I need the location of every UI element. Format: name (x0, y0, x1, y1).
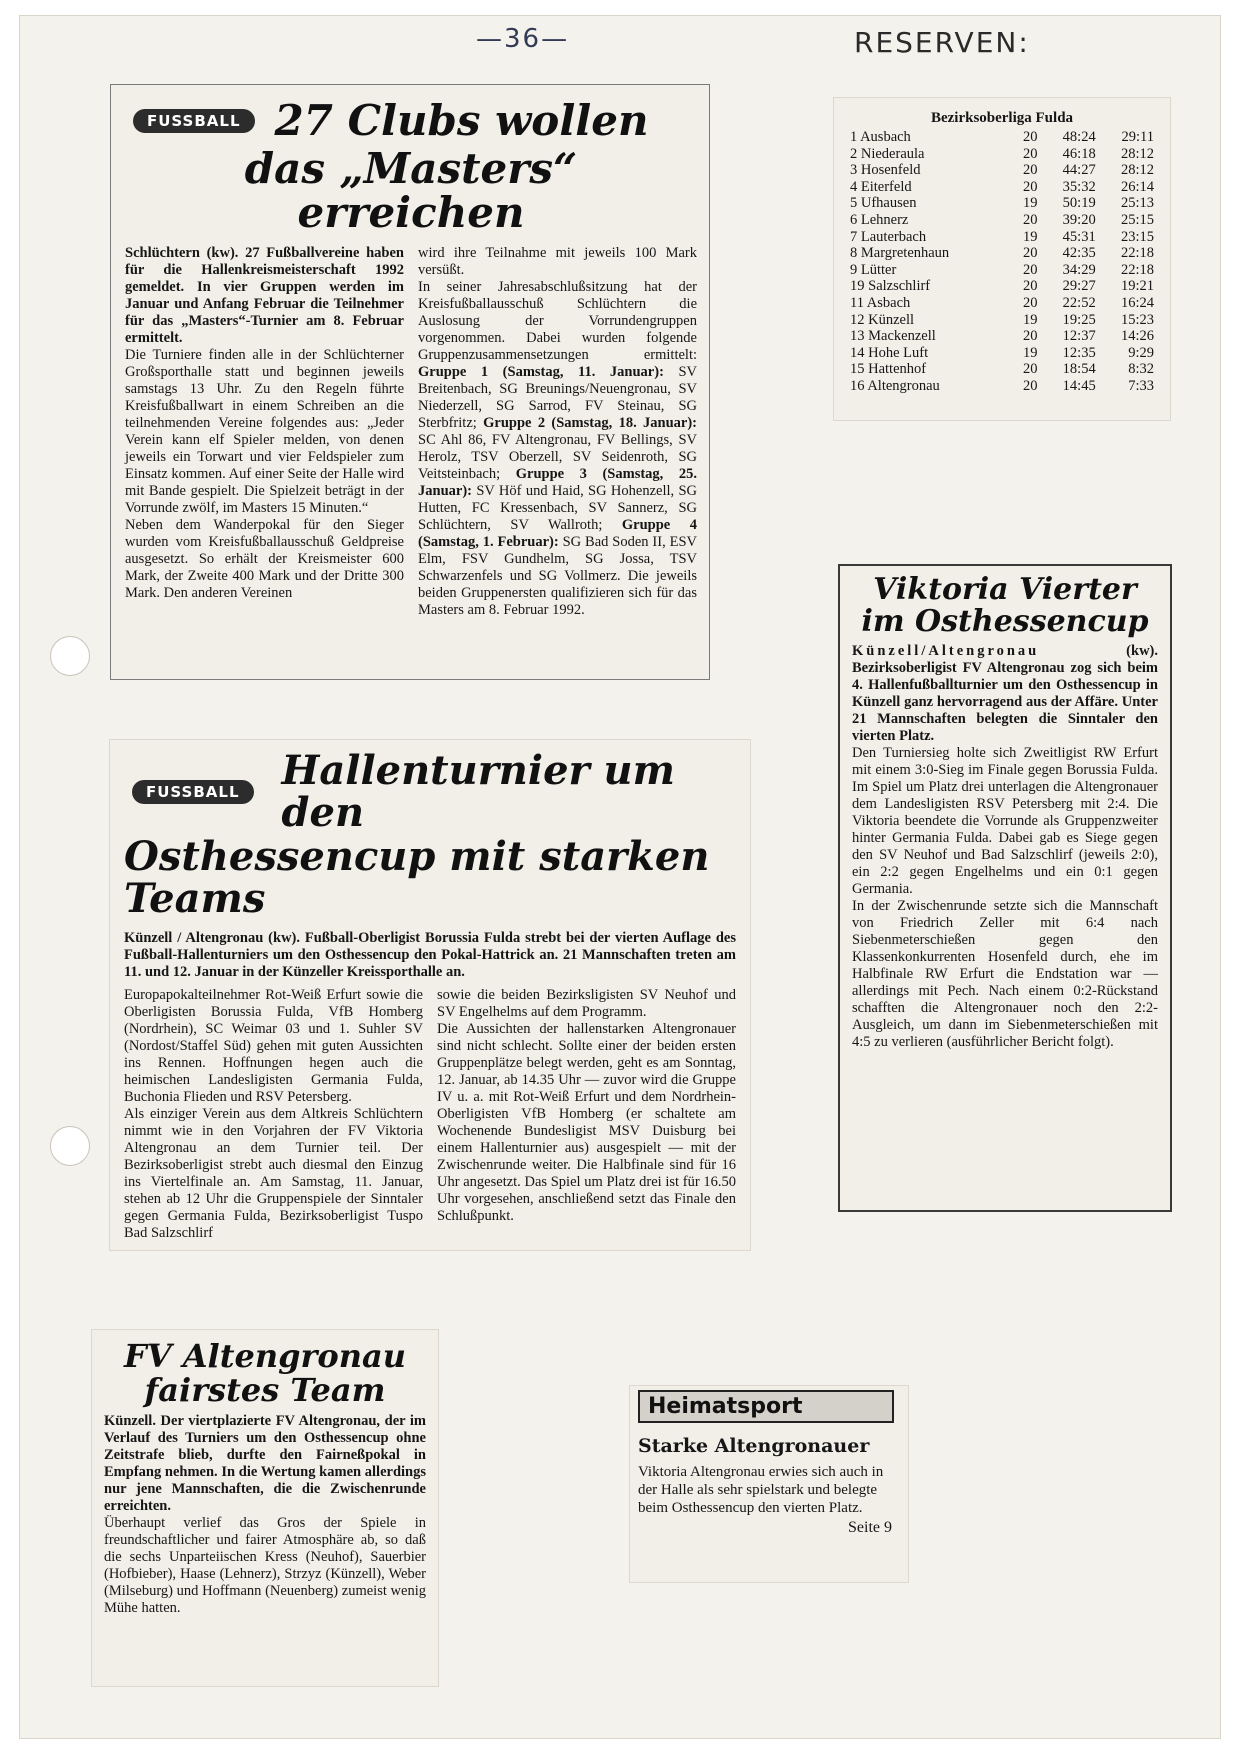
points-cell: 25:13 (1120, 195, 1154, 212)
team-cell: 19 Salzschlirf (850, 278, 931, 295)
punch-hole-bottom (50, 1126, 90, 1166)
points-cell: 9:29 (1128, 344, 1154, 361)
article-paragraph: Überhaupt verlief das Gros der Spiele in freundschaftlicher und fairer Atmosphäre ab, so daß die sechs Unparteiischen Kress (Neuhof), Sauerbier (Hofbieber), Haase (Lehnerz), Strzyz (Künzell), Weber (Milseburg) und Hoffmann (Neuenberg) zumeist wenig Mühe hatten. (104, 1515, 426, 1617)
games-cell: 20 (1022, 377, 1038, 394)
games-cell: 20 (1022, 328, 1038, 345)
goals-cell: 48:24 (1062, 129, 1096, 145)
article-paragraph (418, 279, 697, 619)
group-3-teams: SV Höf und Haid, SG Hohenzell, SG Hutten, FC Kressenbach, SV Sannerz, SG Schlüchtern, SV Wallroth; (418, 483, 698, 534)
section-label: Heimatsport (648, 1394, 803, 1419)
team-cell: 14 Hohe Luft (850, 344, 929, 361)
points-cell: 8:32 (1128, 361, 1154, 378)
games-cell: 20 (1022, 145, 1038, 162)
goals-cell: 22:52 (1062, 294, 1096, 311)
group-4-teams: SG Bad Soden II, ESV Elm, FSV Gundhelm, SG Jossa, TSV Schwarzenfels und SG Vollmerz. Die jeweils beiden Gruppenersten qualifizieren sich für das Masters am 8. Februar 1992. (418, 534, 697, 619)
goals-cell: 14:45 (1062, 377, 1096, 394)
points-cell: 25:15 (1120, 211, 1154, 228)
dateline: Künzell/Altengronau (852, 643, 1040, 659)
goals-cell: 29:27 (1062, 278, 1096, 295)
points-cell: 22:18 (1120, 245, 1154, 262)
table-row (848, 245, 1156, 262)
headline-line-1: Hallenturnier um den (281, 747, 675, 836)
games-cell: 20 (1022, 162, 1038, 179)
team-cell: 12 Künzell (850, 311, 915, 328)
headline-line-1: Viktoria Vierter (873, 572, 1137, 607)
table-title: Bezirksoberliga Fulda (930, 110, 1074, 126)
handwritten-section-label: RESERVEN: (854, 26, 1030, 59)
table-row (848, 195, 1156, 212)
team-cell: 4 Eiterfeld (850, 178, 912, 195)
goals-cell: 45:31 (1062, 228, 1096, 245)
games-cell: 20 (1022, 361, 1038, 378)
clipping-league-table (834, 98, 1170, 420)
goals-cell: 50:19 (1062, 195, 1096, 212)
headline-line-2: im Osthessencup (861, 603, 1149, 639)
points-cell: 19:21 (1120, 278, 1154, 295)
section-badge: FUSSBALL (132, 780, 254, 804)
article-lead: Künzell. Der viertplazierte FV Altengronau, der im Verlauf des Turniers um den Osthessencup ohne Zeitstrafe blieb, durfte den Fairneßpokal in Empfang nehmen. In die Wertung kamen allerdings nur jene Mannschaften, die die Zwischenrunde erreichten. (104, 1413, 426, 1515)
table-row (848, 212, 1156, 229)
team-cell: 3 Hosenfeld (850, 162, 921, 179)
lead-text: (kw). Bezirksoberligist FV Altengronau zog sich beim 4. Hallenfußballturnier um den Osthessencup in Künzell ganz hervorragend aus der Affäre. Unter 21 Mannschaften belegten die Sinntaler den vierten Platz. (852, 643, 1158, 744)
section-label-box (638, 1390, 894, 1423)
clipping-viktoria-vierter (838, 564, 1172, 1212)
article-paragraph: sowie die beiden Bezirksligisten SV Neuhof und SV Engelhelms auf dem Programm. (437, 987, 736, 1020)
headline-line-2: Osthessencup mit starken Teams (124, 833, 710, 922)
clipping-27-clubs (110, 84, 710, 680)
points-cell: 7:33 (1128, 377, 1154, 394)
article-lead (852, 643, 1158, 745)
group-2-teams: SC Ahl 86, FV Altengronau, FV Bellings, SV Herolz, TSV Oberzell, SV Seidenroth, SG Veitsteinbach; (418, 432, 697, 483)
section-badge: FUSSBALL (133, 109, 255, 133)
goals-cell: 12:37 (1062, 328, 1096, 345)
points-cell: 16:24 (1120, 294, 1154, 311)
goals-cell: 19:25 (1062, 311, 1096, 328)
scrapbook-page (20, 16, 1220, 1738)
games-cell: 20 (1022, 261, 1038, 278)
points-cell: 23:15 (1120, 228, 1154, 245)
groups-intro: In seiner Jahresabschlußsitzung hat der Kreisfußballausschuß Schlüchtern die Auslosung der Vorrundengruppen vorgenommen. Dabei wurden folgende Gruppenzusammensetzungen ermittelt: (418, 279, 697, 364)
team-cell: 1 Ausbach (850, 129, 911, 145)
team-cell: 8 Margretenhaun (850, 245, 950, 262)
article-paragraph: wird ihre Teilnahme mit jeweils 100 Mark versüßt. (418, 245, 697, 279)
table-row (848, 229, 1156, 246)
team-cell: 11 Asbach (850, 294, 911, 311)
games-cell: 19 (1022, 228, 1038, 245)
goals-cell: 18:54 (1062, 361, 1096, 378)
handwritten-page-number: —36— (476, 24, 570, 54)
goals-cell: 44:27 (1062, 162, 1096, 179)
standings-table (848, 129, 1156, 395)
games-cell: 20 (1022, 178, 1038, 195)
table-row (848, 295, 1156, 312)
games-cell: 20 (1022, 245, 1038, 262)
goals-cell: 12:35 (1062, 344, 1096, 361)
games-cell: 20 (1022, 211, 1038, 228)
table-row (848, 312, 1156, 329)
article-body: Viktoria Altengronau erwies sich auch in der Halle als sehr spielstark und belegte beim Osthessencup den vierten Platz. (638, 1464, 884, 1516)
goals-cell: 46:18 (1062, 145, 1096, 162)
article-paragraph: Die Aussichten der hallenstarken Altengronauer sind nicht schlecht. Sollte einer der beiden ersten Gruppenplätze belegt werden, geht es am Sonntag, 12. Januar, ab 14.35 Uhr — zuvor wird die Gruppe IV u. a. mit Rot-Weiß Erfurt und dem Nordrhein-Oberligisten VfB Homberg (er schaltete am Wochenende Bundesligist MSV Duisburg bei einem Hallenturnier aus) ausgespielt — mit der Zwischenrunde weiter. Die Halbfinale sind für 16 Uhr angesetzt. Das Spiel um Platz drei ist für 16.50 Uhr vorgesehen, anschließend setzt das Finale den Schlußpunkt. (437, 1021, 736, 1224)
points-cell: 15:23 (1120, 311, 1154, 328)
page-reference: Seite 9 (848, 1519, 892, 1536)
table-row (848, 179, 1156, 196)
points-cell: 26:14 (1120, 178, 1154, 195)
headline-line-1: 27 Clubs wollen (274, 96, 649, 145)
points-cell: 28:12 (1120, 162, 1154, 179)
headline-line-2: das „Masters“ erreichen (244, 144, 578, 238)
clipping-fairstes-team (92, 1330, 438, 1686)
team-cell: 9 Lütter (850, 261, 897, 278)
table-row (848, 146, 1156, 163)
points-cell: 29:11 (1121, 129, 1154, 145)
games-cell: 20 (1022, 294, 1038, 311)
article-paragraph: Europapokalteilnehmer Rot-Weiß Erfurt sowie die Oberligisten Borussia Fulda, VfB Homberg (Nordrhein), SC Weimar 03 und 1. Suhler SV (Nordost/Staffel Süd) gehen mit guten Aussichten ins Rennen. Hoffnungen hegen auch die heimischen Landesligisten Germania Fulda, Buchonia Flieden und RSV Petersberg. (124, 987, 423, 1105)
clipping-hallenturnier (110, 740, 750, 1250)
games-cell: 19 (1022, 311, 1038, 328)
headline-line-1: FV Altengronau (124, 1337, 406, 1375)
article-lead: Künzell / Altengronau (kw). Fußball-Oberligist Borussia Fulda strebt bei der vierten Auflage des Fußball-Hallenturniers um den Osthessencup den Pokal-Hattrick an. 21 Mannschaften treten am 11. und 12. Januar in der Künzeller Kreissporthalle an. (124, 930, 736, 980)
group-2-label: Gruppe 2 (Samstag, 18. Januar): (483, 415, 697, 432)
goals-cell: 34:29 (1062, 261, 1096, 278)
team-cell: 6 Lehnerz (850, 211, 909, 228)
points-cell: 28:12 (1120, 145, 1154, 162)
team-cell: 7 Lauterbach (850, 228, 927, 245)
group-3-label: Gruppe 3 (Samstag, 25. Januar): (418, 466, 697, 500)
goals-cell: 42:35 (1062, 245, 1096, 262)
group-1-teams: SV Breitenbach, SG Breunings/Neuengronau, SV Niederzell, SG Sarrod, FV Steinau, SG Sterbfritz; (418, 364, 697, 432)
group-1-label: Gruppe 1 (Samstag, 11. Januar): (418, 364, 664, 381)
team-cell: 5 Ufhausen (850, 195, 917, 212)
goals-cell: 35:32 (1062, 178, 1096, 195)
headline-line-2: fairstes Team (144, 1370, 386, 1409)
article-paragraph: Neben dem Wanderpokal für den Sieger wurden vom Kreisfußballausschuß Geldpreise ausgesetzt. So erhält der Kreismeister 600 Mark, der Zweite 400 Mark und der Dritte 300 Mark. Den anderen Vereinen (125, 517, 404, 602)
table-row (848, 345, 1156, 362)
article-paragraph: In der Zwischenrunde setzte sich die Mannschaft von Friedrich Zeller mit 6:4 nach Siebenmeterschießen gegen den Klassenkonkurrenten Hosenfeld durch, ehe im Halbfinale RW Erfurt die Endstation war — allerdings mit Pech. Nach einem 0:2-Rückstand schafften die Altengronauer noch den 2:2-Ausgleich, um dann im Siebenmeterschießen mit 4:5 zu verlieren (ausführlicher Bericht folgt). (852, 898, 1158, 1050)
table-row (848, 278, 1156, 295)
table-row (848, 361, 1156, 378)
article-paragraph: Die Turniere finden alle in der Schlüchterner Großsporthalle statt und beginnen jeweils samstags 13 Uhr. Zu den Regeln führte Kreisfußballwart in einem Schreiben an die teilnehmenden Vereine folgendes aus: „Jeder Verein kann elf Spieler melden, von denen jeweils ein Torwart und vier Feldspieler zum Einsatz kommen. Auf einer Seite der Halle wird mit Bande gespielt. Die Spielzeit beträgt in der Vorrunde zwölf, im Masters 15 Minuten.“ (125, 347, 404, 517)
group-4-label: Gruppe 4 (Samstag, 1. Februar): (418, 517, 698, 551)
team-cell: 16 Altengronau (850, 377, 940, 394)
punch-hole-top (50, 636, 90, 676)
team-cell: 2 Niederaula (850, 145, 925, 162)
article-lead: Schlüchtern (kw). 27 Fußballvereine haben für die Hallenkreismeisterschaft 1992 gemeldet. In vier Gruppen werden im Januar und Anfang Februar die Teilnehmer für das „Masters“-Turnier am 8. Februar ermittelt. (125, 245, 404, 347)
table-row (848, 262, 1156, 279)
table-row (848, 378, 1156, 395)
games-cell: 20 (1022, 278, 1038, 295)
article-paragraph: Den Turniersieg holte sich Zweitligist RW Erfurt mit einem 3:0-Sieg im Finale gegen Borussia Fulda. Im Spiel um Platz drei unterlagen die Altengronauer dem Landesligisten RSV Petersberg mit 2:4. Die Viktoria beendete die Vorrunde als Gruppenzweiter hinter Germania Fulda. Dabei gab es Siege gegen den SV Neuhof und Bad Salzschlirf (jeweils 2:0), ein 2:2 gegen Engelhelms und ein 0:1 gegen Germania. (852, 745, 1158, 897)
points-cell: 22:18 (1120, 261, 1154, 278)
team-cell: 13 Mackenzell (850, 328, 936, 345)
points-cell: 14:26 (1120, 328, 1154, 345)
clipping-heimatsport (630, 1386, 908, 1582)
table-row (848, 129, 1156, 146)
table-row (848, 162, 1156, 179)
headline: Starke Altengronauer (638, 1435, 870, 1457)
games-cell: 19 (1022, 195, 1038, 212)
games-cell: 20 (1022, 129, 1038, 145)
article-paragraph: Als einziger Verein aus dem Altkreis Schlüchtern nimmt wie in den Vorjahren der FV Viktoria Altengronau an dem Turnier teil. Der Bezirksoberligist strebt auch diesmal den Einzug ins Viertelfinale an. Am Samstag, 11. Januar, stehen ab 12 Uhr die Gruppenspiele der Sinntaler gegen Germania Fulda, Bezirksoberligist Tuspo Bad Salzschlirf (124, 1106, 423, 1241)
goals-cell: 39:20 (1062, 211, 1096, 228)
games-cell: 19 (1022, 344, 1038, 361)
team-cell: 15 Hattenhof (850, 361, 927, 378)
table-row (848, 328, 1156, 345)
